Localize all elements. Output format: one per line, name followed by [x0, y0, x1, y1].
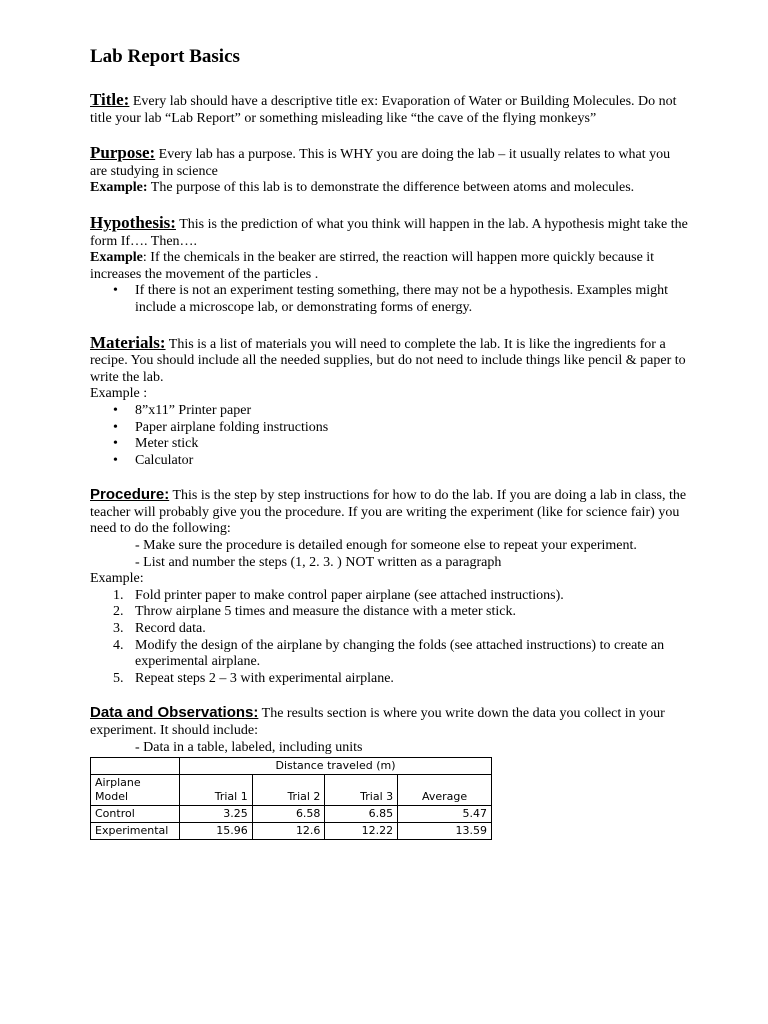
example-text: The purpose of this lab is to demonstrate the difference between atoms and molecules.: [147, 180, 635, 196]
step-text: Record data.: [135, 621, 206, 637]
section-heading: Hypothesis:: [90, 212, 176, 232]
table-cell: 13.59: [398, 823, 492, 840]
table-header: Trial 1: [180, 775, 253, 806]
table-header: Average: [398, 775, 492, 806]
list-item: • If there is not an experiment testing something, there may not be a hypothesis. Examples might include a microscope lab, or demonstrating forms of energy.: [135, 283, 690, 316]
procedure-steps: [90, 588, 690, 688]
list-item: • Meter stick: [135, 436, 690, 453]
list-item: [113, 621, 690, 638]
table-header: Trial 3: [325, 775, 398, 806]
section-text: Every lab has a purpose. This is WHY you are doing the lab – it usually relates to what you are studying in science: [90, 147, 671, 179]
table-header: Trial 2: [252, 775, 325, 806]
materials-list: [90, 403, 690, 469]
section-hypothesis: [90, 212, 690, 317]
group-header: Distance traveled (m): [180, 758, 492, 775]
section-heading: Materials:: [90, 332, 166, 352]
data-rule: - Data in a table, labeled, including units: [135, 739, 363, 755]
section-heading: Data and Observations:: [90, 704, 259, 722]
step-number: 2.: [113, 604, 124, 620]
list-item: • 8”x11” Printer paper: [135, 403, 690, 420]
table-cell: 3.25: [180, 806, 253, 823]
table-cell: [91, 758, 180, 775]
section-purpose: [90, 145, 690, 197]
table-cell: 5.47: [398, 806, 492, 823]
table-row: [91, 775, 492, 806]
table-cell: 15.96: [180, 823, 253, 840]
procedure-rule: - List and number the steps (1, 2. 3. ) NOT written as a paragraph: [135, 554, 502, 570]
section-procedure: [90, 487, 690, 687]
list-item: [113, 587, 690, 605]
section-heading: Title:: [90, 90, 130, 109]
section-text: Every lab should have a descriptive title ex: Evaporation of Water or Building Molecules. Do not title your lab “Lab Report” or something misleading like “the cave of the flying monkeys”: [90, 94, 677, 126]
document-page: [90, 44, 690, 840]
example-text: : If the chemicals in the beaker are stirred, the reaction will happen more quickly because it increases the movement of the particles .: [90, 250, 655, 282]
example-label: Example:: [90, 180, 148, 196]
data-table: [90, 757, 492, 840]
step-text: Fold printer paper to make control paper airplane (see attached instructions).: [135, 587, 564, 603]
step-number: 1.: [113, 587, 124, 603]
example-label: Example :: [90, 386, 148, 402]
procedure-rule: - Make sure the procedure is detailed enough for someone else to repeat your experiment.: [135, 538, 637, 554]
section-data: [90, 705, 690, 840]
table-cell: 6.58: [252, 806, 325, 823]
table-row: [91, 806, 492, 823]
section-title: [90, 92, 690, 127]
step-number: 3.: [113, 621, 124, 637]
table-cell: Experimental: [91, 823, 180, 840]
list-item: [113, 637, 690, 671]
step-text: Throw airplane 5 times and measure the distance with a meter stick.: [135, 604, 516, 620]
step-number: 5.: [113, 670, 124, 686]
table-cell: 12.22: [325, 823, 398, 840]
list-item: • Calculator: [135, 453, 690, 470]
table-header: Airplane Model: [91, 775, 180, 806]
list-item: [113, 604, 690, 621]
list-item: • Paper airplane folding instructions: [135, 420, 690, 437]
table-row: [91, 758, 492, 775]
step-text: Modify the design of the airplane by changing the folds (see attached instructions) to create an experimental airplane.: [135, 637, 665, 670]
bullet-list: [90, 283, 690, 316]
section-heading: Purpose:: [90, 143, 156, 163]
section-text: The results section is where you write down the data you collect in your experiment. It should include:: [90, 706, 665, 738]
table-cell: Control: [91, 806, 180, 823]
step-number: 4.: [113, 637, 124, 653]
section-text: This is the prediction of what you think will happen in the lab. A hypothesis might take the form If…. Then….: [90, 216, 688, 249]
section-text: This is the step by step instructions for how to do the lab. If you are doing a lab in class, the teacher will probably give you the procedure. If you are writing the experiment (like for science fair) you need to do the following:: [90, 488, 687, 537]
example-label: Example:: [90, 571, 144, 587]
table-row: [91, 823, 492, 840]
section-text: This is a list of materials you will need to complete the lab. It is like the ingredients for a recipe. You should include all the needed supplies, but do not need to include things like pencil & paper to write the lab.: [90, 336, 686, 385]
table-cell: 12.6: [252, 823, 325, 840]
example-label: Example: [90, 250, 143, 266]
table-cell: 6.85: [325, 806, 398, 823]
section-materials: [90, 332, 690, 470]
list-item: [113, 670, 690, 688]
step-text: Repeat steps 2 – 3 with experimental airplane.: [135, 670, 394, 686]
document-title: Lab Report Basics: [90, 46, 240, 67]
section-heading: Procedure:: [90, 486, 170, 504]
